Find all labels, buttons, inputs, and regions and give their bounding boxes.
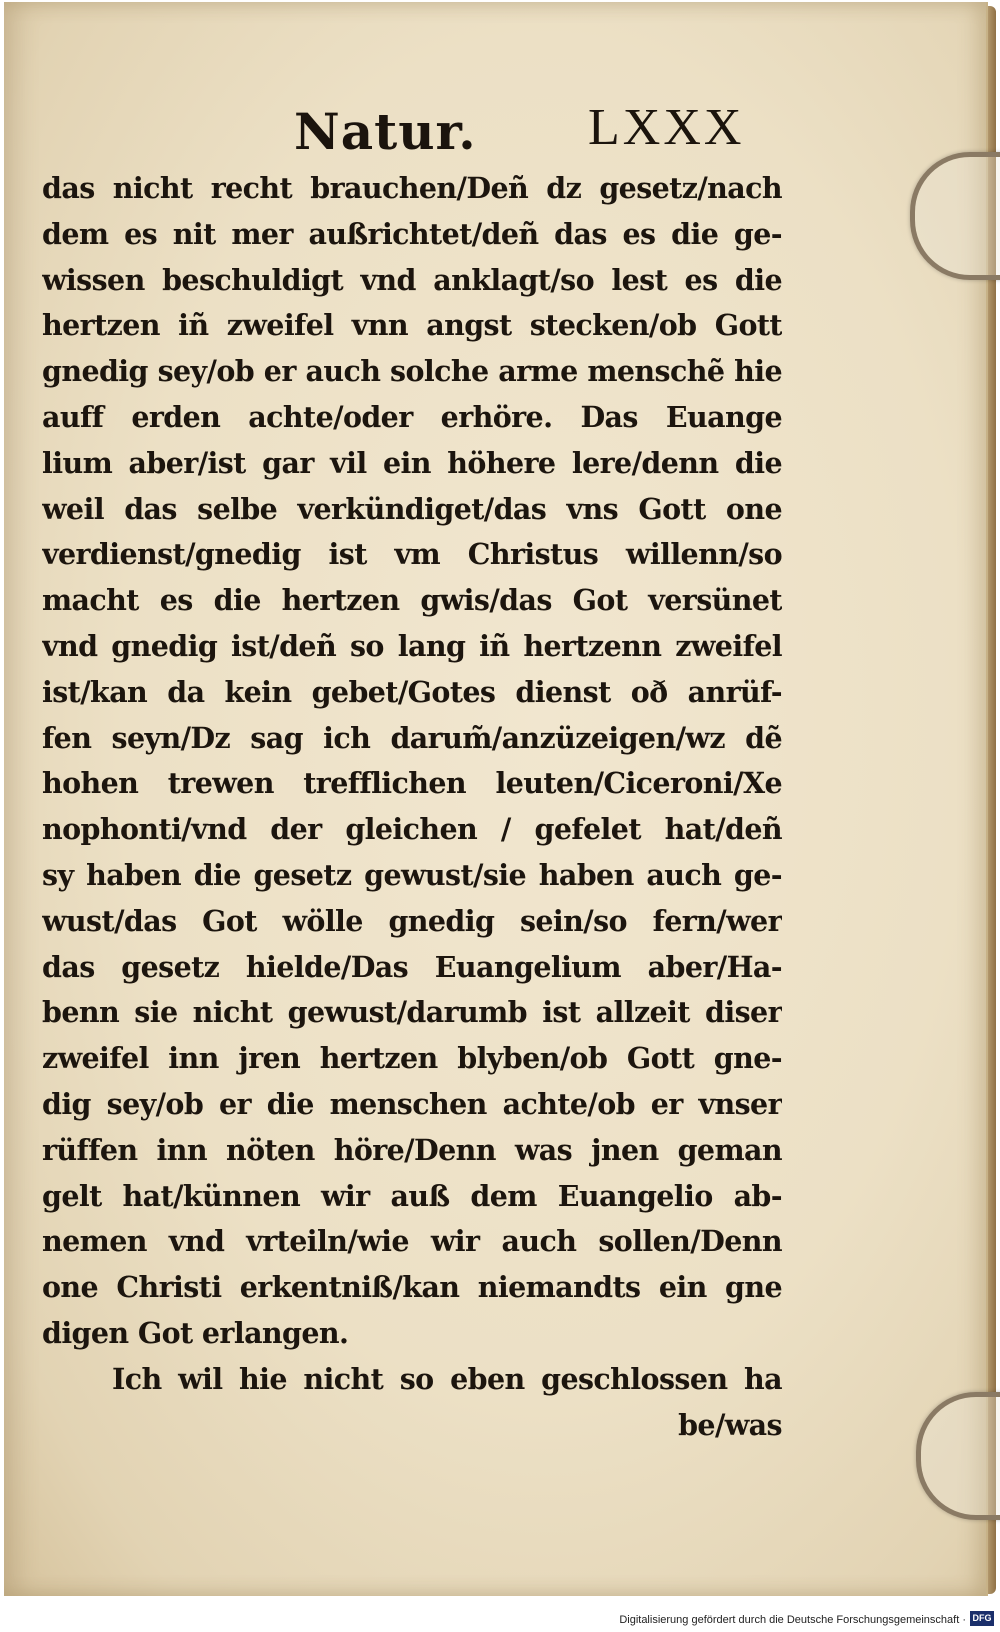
- text-line: auff erden achte/oder erhöre. Das Euange: [42, 399, 782, 434]
- text-line: zweifel inn jren hertzen blyben/ob Gott gne-: [42, 1041, 782, 1076]
- text-line: rüffen inn nöten höre/Denn was jnen geman: [42, 1132, 782, 1167]
- text-line: wust/das Got wölle gnedig sein/so fern/wer: [42, 903, 782, 938]
- text-line: hohen trewen trefflichen leuten/Ciceroni/Xe: [42, 766, 782, 801]
- text-line: digen Got erlangen.: [42, 1315, 349, 1350]
- text-line: hertzen iñ zweifel vnn angst stecken/ob Gott: [42, 308, 782, 343]
- text-line: lium aber/ist gar vil ein höhere lere/denn die: [42, 445, 782, 480]
- running-head-title: Natur.: [294, 102, 477, 161]
- text-line: one Christi erkentniß/kan niemandts ein gne: [42, 1270, 782, 1305]
- text-line: dem es nit mer außrichtet/deñ das es die ge-: [42, 216, 782, 251]
- funding-credit: Digitalisierung gefördert durch die Deutsche Forschungsgemeinschaft ·: [619, 1614, 966, 1626]
- text-line: vnd gnedig ist/deñ so lang iñ hertzenn zweifel: [42, 628, 782, 663]
- catchword-line: be/was: [678, 1407, 782, 1442]
- dfg-logo: DFG: [970, 1611, 994, 1626]
- text-line: ist/kan da kein gebet/Gotes dienst oð anrüf-: [42, 674, 782, 709]
- text-line: benn sie nicht gewust/darumb ist allzeit diser: [42, 995, 782, 1030]
- body-text-block: [42, 166, 782, 1448]
- text-line: Ich wil hie nicht so eben geschlossen ha: [112, 1361, 782, 1396]
- text-line: verdienst/gnedig ist vm Christus willenn/so: [42, 537, 782, 572]
- text-line: nemen vnd vrteiln/wie wir auch sollen/Denn: [42, 1224, 782, 1259]
- text-line: gelt hat/künnen wir auß dem Euangelio ab-: [42, 1178, 782, 1213]
- text-line: das nicht recht brauchen/Deñ dz gesetz/nach: [42, 171, 782, 205]
- text-line: nophonti/vnd der gleichen / gefelet hat/deñ: [42, 812, 782, 847]
- book-page: [4, 2, 988, 1596]
- text-line: wissen beschuldigt vnd anklagt/so lest es die: [42, 262, 782, 297]
- text-line: dig sey/ob er die menschen achte/ob er vnser: [42, 1086, 782, 1121]
- text-line: weil das selbe verkündiget/das vns Gott one: [42, 491, 782, 526]
- text-line: fen seyn/Dz sag ich darum̃/anzüzeigen/wz dẽ: [42, 720, 782, 755]
- text-line: gnedig sey/ob er auch solche arme menschẽ hie: [42, 354, 782, 389]
- folio-number: LXXX: [588, 99, 745, 156]
- text-line: das gesetz hielde/Das Euangelium aber/Ha-: [42, 949, 782, 984]
- text-line: sy haben die gesetz gewust/sie haben auch ge-: [42, 857, 782, 892]
- text-line: macht es die hertzen gwis/das Got versünet: [42, 583, 782, 618]
